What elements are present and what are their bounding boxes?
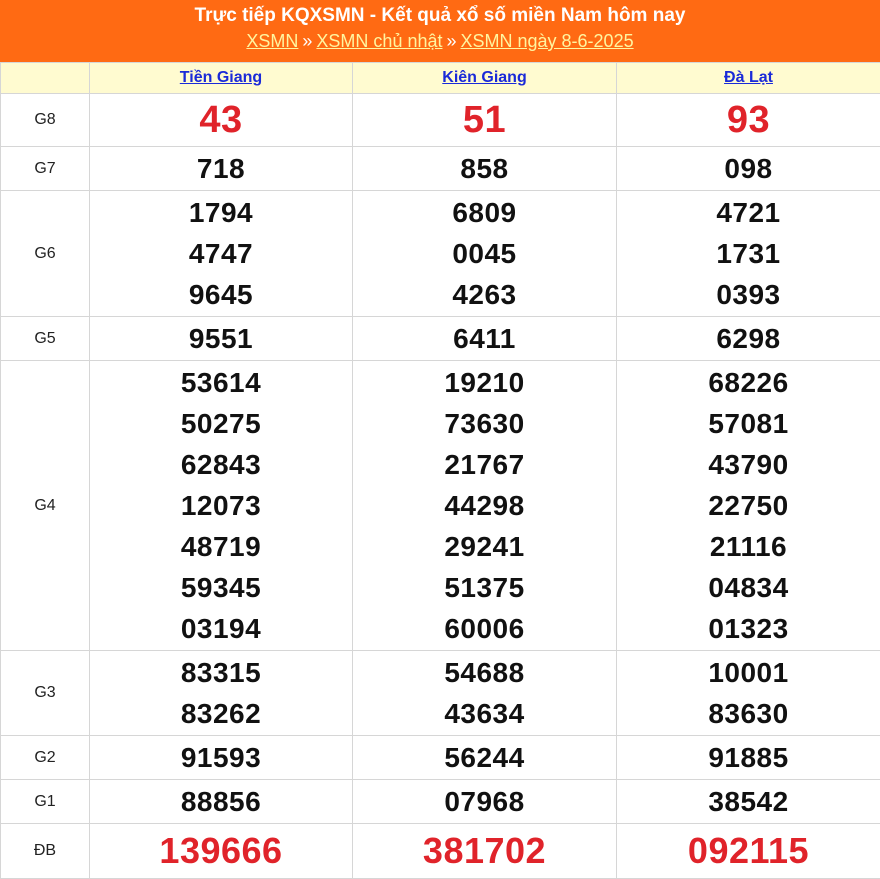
- prize-number: 9645: [90, 274, 352, 315]
- prize-number: 12073: [90, 485, 352, 526]
- prize-cell: [353, 191, 617, 317]
- prize-cell: [617, 651, 880, 736]
- prize-label: G4: [1, 361, 90, 651]
- prize-row: [1, 94, 880, 147]
- prize-number: 03194: [90, 608, 352, 649]
- province-header: [353, 63, 617, 94]
- prize-number: 51375: [353, 567, 616, 608]
- prize-cell: [90, 651, 353, 736]
- prize-cell: [617, 147, 880, 191]
- prize-number: 07968: [353, 781, 616, 822]
- prize-cell: [90, 147, 353, 191]
- prize-cell: [90, 736, 353, 780]
- prize-number: 53614: [90, 362, 352, 403]
- breadcrumb-separator: »: [446, 31, 456, 51]
- prize-row: [1, 736, 880, 780]
- prize-number: 44298: [353, 485, 616, 526]
- prize-cell: [617, 361, 880, 651]
- province-link-tien-giang[interactable]: Tiền Giang: [180, 69, 262, 86]
- prize-row: [1, 191, 880, 317]
- prize-number: 4721: [617, 192, 880, 233]
- province-link-da-lat[interactable]: Đà Lạt: [724, 69, 773, 86]
- prize-label: G8: [1, 94, 90, 147]
- prize-label: G2: [1, 736, 90, 780]
- prize-number: 21767: [353, 444, 616, 485]
- province-link-kien-giang[interactable]: Kiên Giang: [442, 69, 526, 86]
- prize-row: [1, 824, 880, 879]
- prize-cell: [353, 736, 617, 780]
- prize-cell: [617, 824, 880, 879]
- prize-number: 6298: [617, 318, 880, 359]
- prize-number: 0045: [353, 233, 616, 274]
- prize-number: 48719: [90, 526, 352, 567]
- province-header-row: [1, 63, 880, 94]
- prize-label: G6: [1, 191, 90, 317]
- prize-number: 01323: [617, 608, 880, 649]
- breadcrumb-xsmn-chu-nhat-link[interactable]: XSMN chủ nhật: [316, 31, 442, 51]
- prize-number: 1794: [90, 192, 352, 233]
- prize-row: [1, 361, 880, 651]
- prize-number: 60006: [353, 608, 616, 649]
- prize-cell: [90, 317, 353, 361]
- prize-number: 93: [617, 95, 880, 145]
- prize-number: 59345: [90, 567, 352, 608]
- prize-number: 04834: [617, 567, 880, 608]
- prize-number: 381702: [353, 826, 616, 876]
- prize-number: 43: [90, 95, 352, 145]
- prize-cell: [90, 191, 353, 317]
- prize-row: [1, 651, 880, 736]
- prize-number: 4263: [353, 274, 616, 315]
- page-title: Trực tiếp KQXSMN - Kết quả xổ số miền Nam hôm nay: [0, 4, 880, 28]
- prize-number: 56244: [353, 737, 616, 778]
- prize-number: 83315: [90, 652, 352, 693]
- prize-number: 4747: [90, 233, 352, 274]
- prize-number: 718: [90, 148, 352, 189]
- prize-number: 50275: [90, 403, 352, 444]
- prize-number: 21116: [617, 526, 880, 567]
- prize-number: 098: [617, 148, 880, 189]
- prize-number: 139666: [90, 826, 352, 876]
- prize-number: 38542: [617, 781, 880, 822]
- prize-row: [1, 147, 880, 191]
- prize-number: 91885: [617, 737, 880, 778]
- prize-number: 57081: [617, 403, 880, 444]
- prize-number: 0393: [617, 274, 880, 315]
- prize-number: 43790: [617, 444, 880, 485]
- prize-number: 19210: [353, 362, 616, 403]
- prize-label: G3: [1, 651, 90, 736]
- prize-number: 10001: [617, 652, 880, 693]
- prize-number: 6809: [353, 192, 616, 233]
- prize-number: 68226: [617, 362, 880, 403]
- prize-number: 1731: [617, 233, 880, 274]
- prize-label: ĐB: [1, 824, 90, 879]
- prize-number: 092115: [617, 826, 880, 876]
- prize-number: 29241: [353, 526, 616, 567]
- results-body: [1, 94, 880, 879]
- prize-cell: [617, 736, 880, 780]
- results-header: [0, 0, 880, 62]
- prize-number: 858: [353, 148, 616, 189]
- prize-cell: [353, 361, 617, 651]
- prize-cell: [617, 317, 880, 361]
- breadcrumb: [0, 28, 880, 54]
- prize-number: 62843: [90, 444, 352, 485]
- prize-cell: [90, 94, 353, 147]
- prize-number: 9551: [90, 318, 352, 359]
- prize-cell: [353, 780, 617, 824]
- prize-cell: [90, 361, 353, 651]
- prize-label: G7: [1, 147, 90, 191]
- prize-cell: [90, 780, 353, 824]
- prize-cell: [617, 94, 880, 147]
- prize-number: 22750: [617, 485, 880, 526]
- prize-cell: [353, 94, 617, 147]
- prize-cell: [617, 780, 880, 824]
- prize-number: 73630: [353, 403, 616, 444]
- prize-row: [1, 317, 880, 361]
- prize-cell: [353, 651, 617, 736]
- prize-cell: [617, 191, 880, 317]
- prize-column-header: [1, 63, 90, 94]
- breadcrumb-xsmn-date-link[interactable]: XSMN ngày 8-6-2025: [461, 31, 634, 51]
- breadcrumb-separator: »: [302, 31, 312, 51]
- prize-cell: [353, 317, 617, 361]
- prize-number: 88856: [90, 781, 352, 822]
- prize-number: 54688: [353, 652, 616, 693]
- province-header: [90, 63, 353, 94]
- prize-label: G5: [1, 317, 90, 361]
- prize-cell: [353, 147, 617, 191]
- prize-row: [1, 780, 880, 824]
- breadcrumb-xsmn-link[interactable]: XSMN: [246, 31, 298, 51]
- province-header: [617, 63, 880, 94]
- prize-number: 51: [353, 95, 616, 145]
- prize-number: 6411: [353, 318, 616, 359]
- prize-number: 83630: [617, 693, 880, 734]
- prize-number: 83262: [90, 693, 352, 734]
- prize-number: 91593: [90, 737, 352, 778]
- prize-label: G1: [1, 780, 90, 824]
- prize-number: 43634: [353, 693, 616, 734]
- results-table: [0, 62, 880, 879]
- prize-cell: [90, 824, 353, 879]
- prize-cell: [353, 824, 617, 879]
